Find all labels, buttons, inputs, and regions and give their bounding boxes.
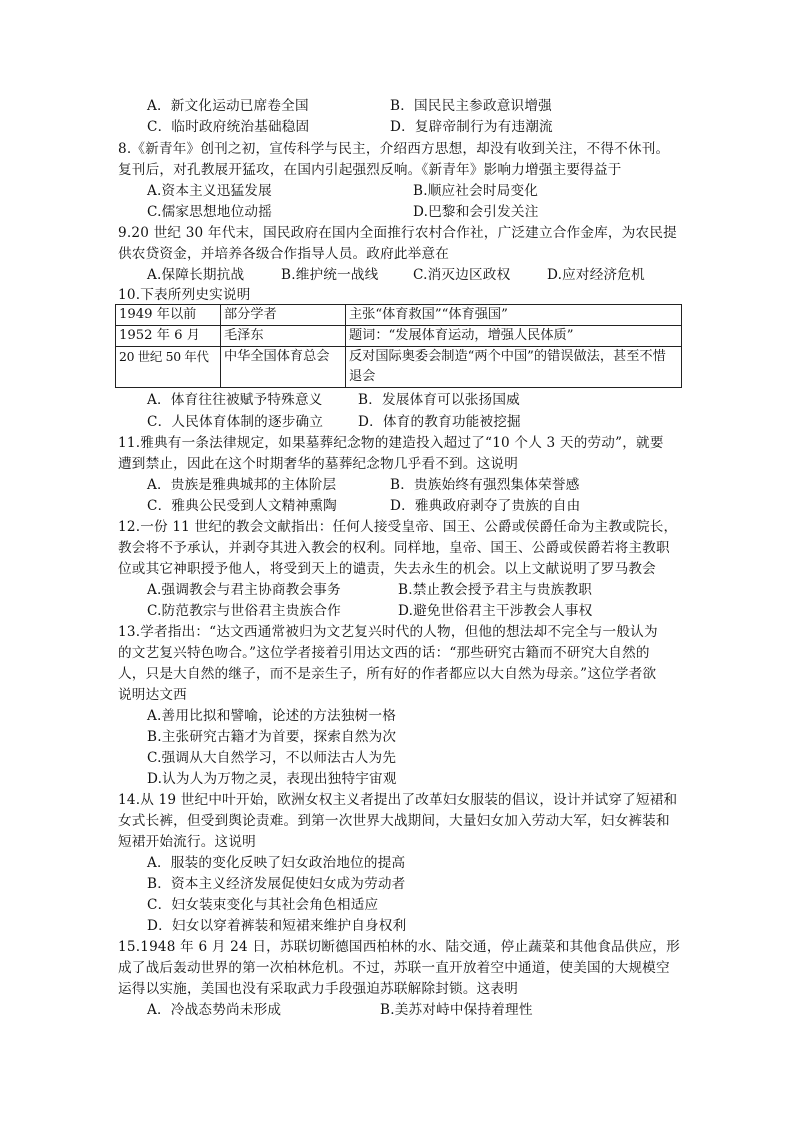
q13-option-c: C.强调从大自然学习，不以师法古人为先 <box>147 750 397 766</box>
q15-stem-line-1: 15.1948 年 6 月 24 日，苏联切断德国西柏林的水、陆交通，停止蔬菜和其他食品供应，形 <box>118 939 680 955</box>
table-cell-event: 主张“体育救国”“体育强国” <box>346 305 682 326</box>
q13-option-b: B.主张研究古籍才为首要，探索自然为次 <box>147 729 397 745</box>
q9-stem-line-2: 供农贷资金，并培养各级合作指导人员。政府此举意在 <box>118 246 450 262</box>
q9-stem-line-1: 9.20 世纪 30 年代末，国民政府在国内全面推行农村合作社，广泛建立合作金库，为农民提 <box>118 225 677 241</box>
q8-stem-line-1: 8.《新青年》创刊之初，宣传科学与民主，介绍西方思想，却没有收到关注，不得不休刊。 <box>118 141 670 157</box>
q14-stem-line-3: 短裙开始流行。这说明 <box>118 834 256 850</box>
table-cell-event: 反对国际奥委会制造“两个中国”的错误做法，甚至不惜退会 <box>346 347 682 388</box>
q12-stem-line-1: 12.一份 11 世纪的教会文献指出：任何人接受皇帝、国王、公爵或侯爵任命为主教或院长， <box>118 519 678 535</box>
table-row <box>116 305 682 326</box>
q9-option-d: D.应对经济危机 <box>547 267 645 283</box>
table-row <box>116 326 682 347</box>
q10-option-d: D．体育的教育功能被挖掘 <box>358 414 521 430</box>
q8-option-c: C.儒家思想地位动摇 <box>147 204 272 220</box>
q14-option-c: C．妇女装束变化与其社会角色相适应 <box>147 897 379 913</box>
q14-stem-line-1: 14.从 19 世纪中叶开始，欧洲女权主义者提出了改革妇女服装的倡议，设计并试穿了短裙和 <box>118 792 678 808</box>
q15-stem-line-3: 运得以实施，美国也没有采取武力手段强迫苏联解除封锁。这表明 <box>118 981 519 997</box>
q12-stem-line-2: 教会将不予承认，并剥夺其进入教会的权利。同样地，皇帝、国王、公爵或侯爵若将主教职 <box>118 540 670 556</box>
q12-stem-line-3: 位或其它神职授予他人，将受到天上的谴责，失去永生的机会。以上文献说明了罗马教会 <box>118 561 656 577</box>
q11-option-c: C．雅典公民受到人文精神熏陶 <box>147 498 337 514</box>
q7-option-c: C．临时政府统治基础稳固 <box>147 119 310 135</box>
q9-option-b: B.维护统一战线 <box>281 267 379 283</box>
q9-option-c: C.消灭边区政权 <box>413 267 511 283</box>
q12-option-c: C.防范教宗与世俗君主贵族合作 <box>147 603 341 619</box>
q13-option-d: D.认为人为万物之灵，表现出独特宇宙观 <box>147 771 397 787</box>
q15-stem-line-2: 成了战后轰动世界的第一次柏林危机。不过，苏联一直开放着空中通道，使美国的大规模空 <box>118 960 670 976</box>
table-cell-actor: 部分学者 <box>221 305 346 326</box>
q13-stem-line-2: 的文艺复兴特色吻合。”这位学者接着引用达文西的话：“那些研究古籍而不研究大自然的 <box>118 645 650 661</box>
q11-option-d: D．雅典政府剥夺了贵族的自由 <box>390 498 581 514</box>
q14-option-d: D．妇女以穿着裤装和短裙来维护自身权利 <box>147 918 407 934</box>
q13-stem-line-1: 13.学者指出：“达文西通常被归为文艺复兴时代的人物，但他的想法却不完全与一般认为 <box>118 624 658 640</box>
table-cell-period: 1952 年 6 月 <box>116 326 221 347</box>
q7-option-a: A．新文化运动已席卷全国 <box>147 98 309 114</box>
q7-option-d: D．复辟帝制行为有违潮流 <box>390 119 553 135</box>
q7-option-b: B．国民民主参政意识增强 <box>390 98 552 114</box>
q8-stem-line-2: 复刊后，对孔教展开猛攻，在国内引起强烈反响。《新青年》影响力增强主要得益于 <box>118 162 622 178</box>
q14-option-b: B．资本主义经济发展促使妇女成为劳动者 <box>147 876 406 892</box>
q13-stem-line-3: 人，只是大自然的继子，而不是亲生子，所有好的作者都应以大自然为母亲。”这位学者欲 <box>118 666 657 682</box>
q11-stem-line-1: 11.雅典有一条法律规定，如果墓葬纪念物的建造投入超过了“10 个人 3 天的劳动”，就要 <box>118 435 664 451</box>
q14-option-a: A．服装的变化反映了妇女政治地位的提高 <box>147 855 406 871</box>
q10-option-c: C．人民体育体制的逐步确立 <box>147 414 324 430</box>
table-cell-actor: 毛泽东 <box>221 326 346 347</box>
q13-stem-line-4: 说明达文西 <box>118 687 187 703</box>
q11-stem-line-2: 遭到禁止，因此在这个时期奢华的墓葬纪念物几乎看不到。这说明 <box>118 456 519 472</box>
table-cell-period: 20 世纪 50 年代 <box>116 347 221 388</box>
q10-option-a: A．体育往往被赋予特殊意义 <box>147 392 323 408</box>
q10-option-b: B．发展体育可以张扬国威 <box>358 392 520 408</box>
q15-option-a: A．冷战态势尚未形成 <box>147 1002 282 1018</box>
q10-facts-table <box>115 304 682 388</box>
q9-option-a: A.保障长期抗战 <box>147 267 245 283</box>
q14-stem-line-2: 女式长裤，但受到舆论责难。到第一次世界大战期间，大量妇女加入劳动大军，妇女裤装和 <box>118 813 670 829</box>
q12-option-b: B.禁止教会授予君主与贵族教职 <box>398 582 593 598</box>
table-row <box>116 347 682 388</box>
q8-option-a: A.资本主义迅猛发展 <box>147 183 272 199</box>
q8-option-b: B.顺应社会时局变化 <box>413 183 539 199</box>
q12-option-d: D.避免世俗君主干涉教会人事权 <box>398 603 593 619</box>
q10-stem: 10.下表所列史实说明 <box>118 287 251 303</box>
table-cell-actor: 中华全国体育总会 <box>221 347 346 388</box>
q12-option-a: A.强调教会与君主协商教会事务 <box>147 582 341 598</box>
q13-option-a: A.善用比拟和譬喻，论述的方法独树一格 <box>147 708 397 724</box>
q8-option-d: D.巴黎和会引发关注 <box>413 204 539 220</box>
q11-option-a: A．贵族是雅典城邦的主体阶层 <box>147 477 337 493</box>
table-cell-event: 题词：“发展体育运动，增强人民体质” <box>346 326 682 347</box>
q11-option-b: B．贵族始终有强烈集体荣誉感 <box>390 477 580 493</box>
table-cell-period: 1949 年以前 <box>116 305 221 326</box>
q15-option-b: B.美苏对峙中保持着理性 <box>380 1002 533 1018</box>
